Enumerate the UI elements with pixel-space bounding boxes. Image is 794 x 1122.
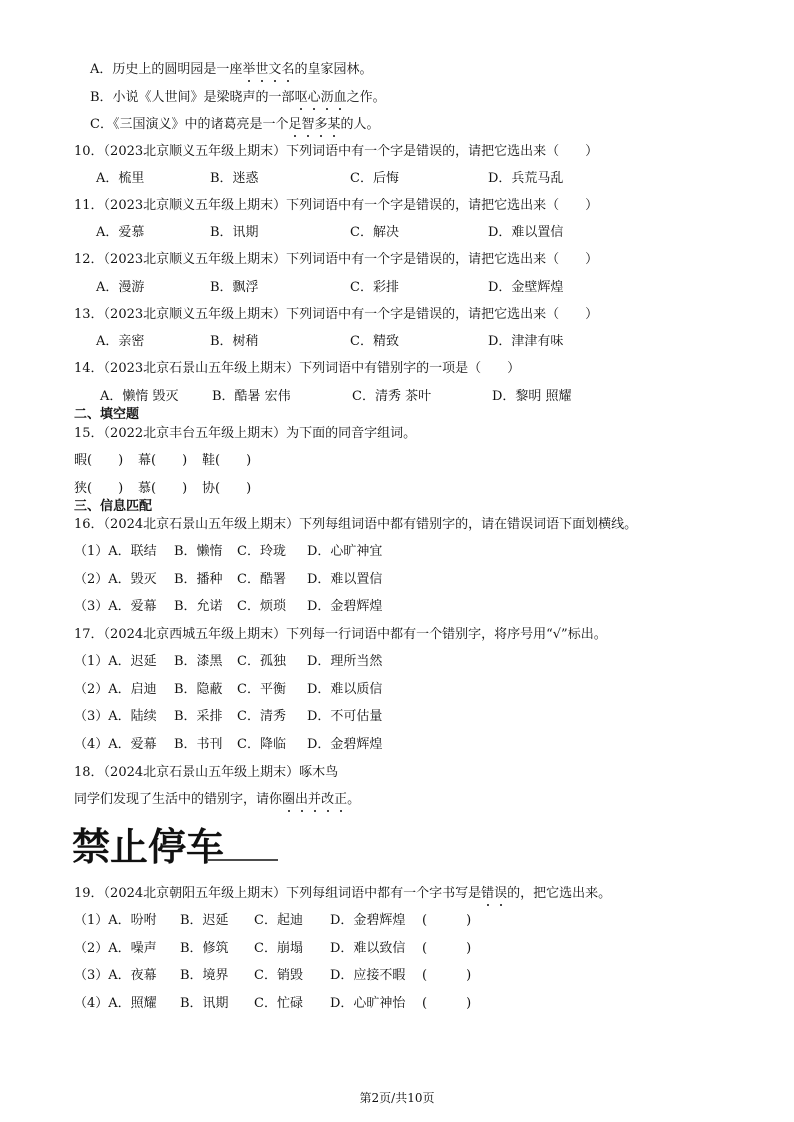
- option-item[interactable]: C．崩塌: [254, 940, 303, 956]
- option-a-line: A．历史上的圆明园是一座举世文名的皇家园林。: [90, 62, 373, 77]
- option-item[interactable]: （4）A．照耀: [74, 995, 157, 1011]
- dotted-word: 足智多某: [288, 117, 341, 132]
- option-item[interactable]: D．金碧辉煌: [307, 736, 383, 752]
- q19-row: [74, 940, 634, 958]
- option-item[interactable]: D．应接不暇: [330, 968, 406, 983]
- option-d[interactable]: D．兵荒马乱: [488, 171, 564, 186]
- option-item[interactable]: B．漆黑: [174, 654, 223, 669]
- q19-row: [74, 967, 634, 985]
- dotted-word: 错误: [481, 886, 508, 901]
- option-item[interactable]: （4）A．爱幕: [74, 736, 157, 752]
- option-item[interactable]: （2）A．毁灭: [74, 571, 157, 587]
- option-c[interactable]: C．清秀 茶叶: [352, 389, 432, 404]
- question-15-row: [74, 452, 374, 470]
- q16-row: [74, 598, 634, 616]
- question-13-stem: 13．（2023北京顺义五年级上期末）下列词语中有一个字是错误的，请把它选出来（ ）: [74, 307, 599, 322]
- option-d[interactable]: D．难以置信: [488, 225, 564, 240]
- option-item[interactable]: C．清秀: [237, 709, 286, 724]
- q19-row: [74, 912, 634, 930]
- option-item[interactable]: D．难以质信: [307, 681, 383, 697]
- option-d[interactable]: D．津津有味: [488, 334, 564, 349]
- option-item[interactable]: C．孤独: [237, 654, 286, 669]
- option-a[interactable]: A．亲密: [96, 334, 145, 349]
- option-item[interactable]: D．金碧辉煌: [330, 913, 406, 928]
- option-a[interactable]: A．爱慕: [96, 225, 145, 240]
- q17-row: [74, 681, 634, 699]
- fill-blank[interactable]: 慕( ): [138, 481, 188, 496]
- option-c[interactable]: C．后悔: [350, 171, 399, 186]
- option-item[interactable]: D．难以致信: [330, 940, 406, 956]
- question-10-stem: 10．（2023北京顺义五年级上期末）下列词语中有一个字是错误的，请把它选出来（ ）: [74, 144, 599, 159]
- option-item[interactable]: B．讯期: [180, 995, 229, 1011]
- answer-blank[interactable]: ( ): [422, 940, 472, 956]
- section-heading: 二、填空题: [74, 407, 140, 422]
- option-item[interactable]: B．迟延: [180, 913, 229, 928]
- option-c[interactable]: C．精致: [350, 334, 399, 349]
- option-item[interactable]: B．书刊: [174, 736, 223, 752]
- option-item[interactable]: （1）A．联结: [74, 544, 157, 559]
- q17-row: [74, 653, 634, 671]
- q19-row: [74, 995, 634, 1013]
- section-heading: 三、信息匹配: [74, 499, 153, 514]
- sign-text: 禁止停车: [72, 825, 225, 869]
- option-item[interactable]: （2）A．启迪: [74, 681, 157, 697]
- question-12-stem: 12．（2023北京顺义五年级上期末）下列词语中有一个字是错误的，请把它选出来（ ）: [74, 252, 599, 267]
- option-d[interactable]: D．黎明 照耀: [492, 389, 572, 404]
- option-item[interactable]: D．心旷神宜: [307, 544, 383, 559]
- question-18-prompt: 同学们发现了生活中的错别字，请你圈出并改正。: [74, 792, 361, 807]
- option-item[interactable]: B．修筑: [180, 940, 229, 956]
- answer-blank[interactable]: ( ): [422, 968, 472, 983]
- option-b[interactable]: B．讯期: [210, 225, 259, 240]
- q16-row: [74, 543, 634, 561]
- option-item[interactable]: （2）A．噪声: [74, 940, 157, 956]
- option-item[interactable]: D．金碧辉煌: [307, 599, 383, 614]
- option-item[interactable]: （3）A．陆续: [74, 709, 157, 724]
- question-11-stem: 11．（2023北京顺义五年级上期末）下列词语中有一个字是错误的，请把它选出来（ ）: [74, 198, 599, 213]
- question-16-stem: 16．（2024北京石景山五年级上期末）下列每组词语中都有错别字的，请在错误词语下面划横线。: [74, 517, 638, 532]
- question-14-options: [100, 388, 620, 406]
- option-item[interactable]: B．播种: [174, 571, 223, 587]
- dotted-word: 圈出并改正: [282, 792, 348, 807]
- option-item[interactable]: B．境界: [180, 968, 229, 983]
- question-18-stem: 18．（2024北京石景山五年级上期末）啄木鸟: [74, 765, 339, 780]
- option-b[interactable]: B．树稍: [210, 334, 259, 349]
- option-b[interactable]: B．酷暑 宏伟: [212, 389, 291, 404]
- dotted-word: 举世文名: [242, 62, 295, 77]
- q16-row: [74, 571, 634, 589]
- option-item[interactable]: B．隐蔽: [174, 681, 223, 697]
- option-item[interactable]: C．起迪: [254, 913, 303, 928]
- option-b[interactable]: B．飘浮: [210, 280, 259, 295]
- question-17-stem: 17．（2024北京西城五年级上期末）下列每一行词语中都有一个错别字，将序号用“√”标出。: [74, 627, 607, 642]
- option-a[interactable]: A．梳里: [96, 171, 145, 186]
- option-c-line: C．《三国演义》中的诸葛亮是一个足智多某的人。: [90, 117, 380, 132]
- question-12-options: [96, 279, 616, 297]
- option-item[interactable]: D．不可估量: [307, 709, 383, 724]
- dotted-word: 呕心沥血: [294, 90, 347, 105]
- q17-row: [74, 708, 634, 726]
- option-item[interactable]: C．烦琐: [237, 599, 286, 614]
- option-b-line: B．小说《人世间》是梁晓声的一部呕心沥血之作。: [90, 90, 386, 105]
- answer-blank[interactable]: ( ): [422, 913, 472, 928]
- option-item[interactable]: B．懒惰: [174, 544, 223, 559]
- option-d[interactable]: D．金壁辉煌: [488, 280, 564, 295]
- option-item[interactable]: （3）A．爱幕: [74, 599, 157, 614]
- fill-blank[interactable]: 协( ): [202, 481, 252, 496]
- option-b[interactable]: B．迷惑: [210, 171, 259, 186]
- page-footer: 第2页/共10页: [359, 1091, 435, 1105]
- fill-blank[interactable]: 鞋( ): [202, 453, 252, 468]
- option-item[interactable]: D．心旷神怡: [330, 995, 406, 1011]
- question-14-stem: 14．（2023北京石景山五年级上期末）下列词语中有错别字的一项是（ ）: [74, 361, 521, 376]
- question-10-options: [96, 170, 616, 188]
- option-item[interactable]: C．忙碌: [254, 995, 303, 1011]
- option-item[interactable]: B．允诺: [174, 599, 223, 614]
- option-item[interactable]: D．理所当然: [307, 654, 383, 669]
- answer-blank[interactable]: ( ): [422, 995, 472, 1011]
- question-11-options: [96, 224, 616, 242]
- option-item[interactable]: C．销毁: [254, 968, 303, 983]
- option-item[interactable]: C．降临: [237, 736, 286, 752]
- option-item[interactable]: C．玲珑: [237, 544, 286, 559]
- option-c[interactable]: C．彩排: [350, 280, 399, 295]
- option-a[interactable]: A．漫游: [96, 280, 145, 295]
- question-15-row: [74, 480, 374, 498]
- question-15-stem: 15．（2022北京丰台五年级上期末）为下面的同音字组词。: [74, 426, 417, 441]
- q17-row: [74, 736, 634, 754]
- question-13-options: [96, 333, 616, 351]
- fill-blank[interactable]: 幕( ): [138, 453, 188, 468]
- question-19-stem: 19．（2024北京朝阳五年级上期末）下列每组词语中都有一个字书写是错误的，把它选出来。: [74, 886, 612, 901]
- option-a[interactable]: A．懒惰 毁灭: [100, 389, 179, 404]
- option-item[interactable]: B．采排: [174, 709, 223, 724]
- fill-blank[interactable]: 暇( ): [74, 453, 124, 468]
- option-item[interactable]: C．酷署: [237, 571, 286, 587]
- option-item[interactable]: D．难以置信: [307, 571, 383, 587]
- fill-blank[interactable]: 狭( ): [74, 481, 124, 496]
- option-item[interactable]: （1）A．吩咐: [74, 913, 157, 928]
- option-item[interactable]: （1）A．迟延: [74, 654, 157, 669]
- option-item[interactable]: （3）A．夜幕: [74, 968, 157, 983]
- option-item[interactable]: C．平衡: [237, 681, 286, 697]
- option-c[interactable]: C．解决: [350, 225, 399, 240]
- handwritten-sign-image: [72, 820, 282, 870]
